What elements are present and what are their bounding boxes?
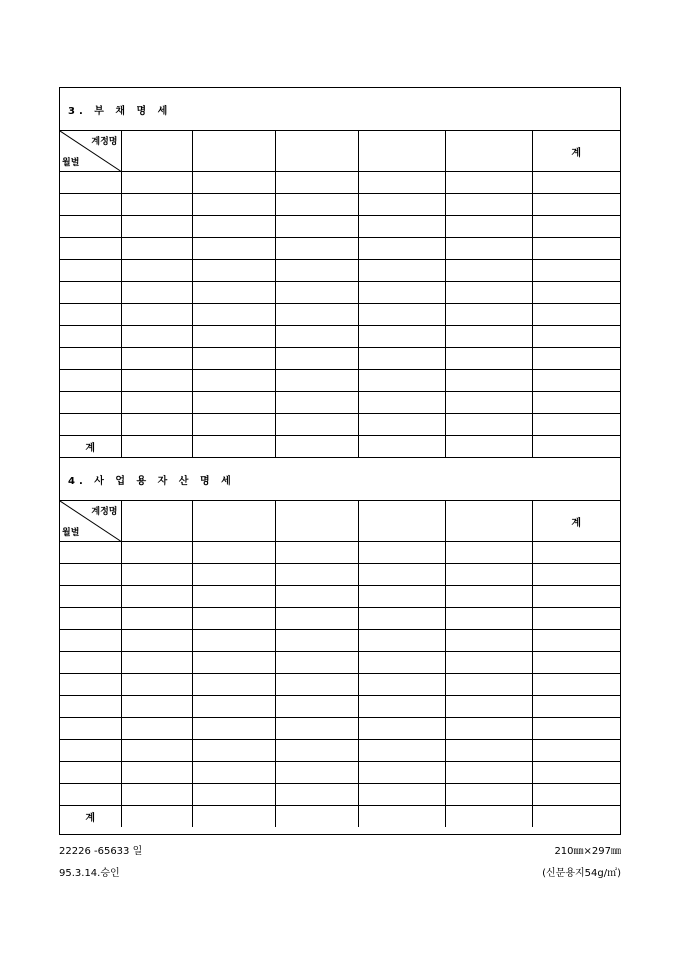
table-cell[interactable] (121, 784, 192, 806)
table-cell[interactable] (532, 260, 620, 282)
table-row (60, 630, 620, 652)
table-cell[interactable] (121, 194, 192, 216)
table-cell[interactable] (121, 414, 192, 436)
corner-account-label: 계정명 (91, 507, 118, 517)
table-cell[interactable] (532, 326, 620, 348)
table-cell[interactable] (532, 806, 620, 828)
corner-cell (60, 501, 121, 542)
table-cell[interactable] (192, 304, 275, 326)
table-cell[interactable] (358, 806, 445, 828)
table-cell[interactable] (192, 784, 275, 806)
account-header-cell[interactable] (192, 131, 275, 172)
table-cell[interactable] (445, 740, 532, 762)
table-cell[interactable] (532, 238, 620, 260)
table-cell[interactable] (275, 718, 358, 740)
table-cell[interactable] (358, 326, 445, 348)
account-header-cell[interactable] (275, 501, 358, 542)
table-row (60, 542, 620, 564)
table-cell[interactable] (192, 238, 275, 260)
assets-header-row (60, 501, 620, 542)
table-cell[interactable] (358, 696, 445, 718)
section-4-title: 4. 사 업 용 자 산 명 세 (60, 458, 620, 501)
account-header-cell[interactable] (121, 131, 192, 172)
table-row (60, 194, 620, 216)
table-cell[interactable] (358, 260, 445, 282)
table-cell[interactable] (192, 348, 275, 370)
table-cell[interactable] (445, 652, 532, 674)
table-cell[interactable] (121, 564, 192, 586)
table-cell[interactable] (192, 608, 275, 630)
table-cell[interactable] (275, 542, 358, 564)
month-cell[interactable] (60, 194, 121, 216)
table-cell[interactable] (192, 260, 275, 282)
table-cell[interactable] (358, 564, 445, 586)
table-cell[interactable] (445, 326, 532, 348)
table-cell[interactable] (445, 370, 532, 392)
table-cell[interactable] (275, 696, 358, 718)
table-cell[interactable] (532, 172, 620, 194)
month-cell[interactable] (60, 326, 121, 348)
table-cell[interactable] (358, 414, 445, 436)
table-cell[interactable] (358, 630, 445, 652)
table-cell[interactable] (192, 564, 275, 586)
month-cell[interactable] (60, 740, 121, 762)
month-cell[interactable] (60, 564, 121, 586)
table-cell[interactable] (445, 348, 532, 370)
table-cell[interactable] (275, 194, 358, 216)
table-cell[interactable] (121, 652, 192, 674)
table-row (60, 282, 620, 304)
table-cell[interactable] (121, 718, 192, 740)
table-cell[interactable] (532, 564, 620, 586)
table-row (60, 172, 620, 194)
table-cell[interactable] (358, 784, 445, 806)
table-cell[interactable] (532, 608, 620, 630)
month-cell[interactable] (60, 608, 121, 630)
month-cell[interactable] (60, 238, 121, 260)
table-cell[interactable] (358, 652, 445, 674)
table-row (60, 586, 620, 608)
table-cell[interactable] (121, 260, 192, 282)
table-cell[interactable] (358, 542, 445, 564)
liabilities-header-row (60, 131, 620, 172)
table-cell[interactable] (121, 586, 192, 608)
corner-month-label: 월별 (62, 158, 80, 168)
table-cell[interactable] (532, 762, 620, 784)
table-cell[interactable] (358, 216, 445, 238)
account-header-cell[interactable] (445, 131, 532, 172)
table-row (60, 260, 620, 282)
table-cell[interactable] (192, 586, 275, 608)
table-cell[interactable] (192, 718, 275, 740)
month-cell[interactable] (60, 784, 121, 806)
table-cell[interactable] (358, 674, 445, 696)
table-cell[interactable] (532, 304, 620, 326)
table-cell[interactable] (192, 326, 275, 348)
table-cell[interactable] (445, 414, 532, 436)
table-cell[interactable] (275, 674, 358, 696)
month-cell[interactable] (60, 260, 121, 282)
table-row (60, 674, 620, 696)
table-cell[interactable] (121, 216, 192, 238)
table-cell[interactable] (532, 414, 620, 436)
assets-total-row (60, 806, 620, 828)
table-cell[interactable] (121, 630, 192, 652)
table-cell[interactable] (358, 718, 445, 740)
table-cell[interactable] (358, 762, 445, 784)
table-cell[interactable] (445, 564, 532, 586)
table-cell[interactable] (121, 542, 192, 564)
table-cell[interactable] (121, 304, 192, 326)
table-cell[interactable] (532, 348, 620, 370)
table-cell[interactable] (445, 608, 532, 630)
section-3-title: 3. 부 채 명 세 (60, 88, 620, 131)
table-cell[interactable] (275, 172, 358, 194)
table-cell[interactable] (275, 282, 358, 304)
table-cell[interactable] (192, 542, 275, 564)
table-cell[interactable] (532, 718, 620, 740)
month-cell[interactable] (60, 282, 121, 304)
table-cell[interactable] (532, 282, 620, 304)
table-cell[interactable] (275, 806, 358, 828)
table-row (60, 238, 620, 260)
table-row (60, 414, 620, 436)
table-cell[interactable] (445, 260, 532, 282)
table-row (60, 370, 620, 392)
account-header-cell[interactable] (192, 501, 275, 542)
table-cell[interactable] (358, 282, 445, 304)
corner-cell (60, 131, 121, 172)
table-cell[interactable] (192, 740, 275, 762)
table-cell[interactable] (192, 414, 275, 436)
table-cell[interactable] (532, 674, 620, 696)
month-cell[interactable] (60, 348, 121, 370)
table-cell[interactable] (192, 806, 275, 828)
table-row (60, 608, 620, 630)
table-cell[interactable] (358, 172, 445, 194)
table-cell[interactable] (275, 326, 358, 348)
total-row-label: 계 (60, 436, 121, 458)
month-cell[interactable] (60, 762, 121, 784)
table-row (60, 392, 620, 414)
table-cell[interactable] (275, 586, 358, 608)
month-cell[interactable] (60, 696, 121, 718)
table-cell[interactable] (121, 348, 192, 370)
table-cell[interactable] (532, 652, 620, 674)
table-cell[interactable] (358, 740, 445, 762)
table-cell[interactable] (532, 630, 620, 652)
table-cell[interactable] (445, 194, 532, 216)
table-cell[interactable] (275, 436, 358, 458)
total-column-header: 계 (532, 501, 620, 542)
table-cell[interactable] (532, 392, 620, 414)
month-cell[interactable] (60, 652, 121, 674)
table-cell[interactable] (445, 304, 532, 326)
table-row (60, 304, 620, 326)
month-cell[interactable] (60, 586, 121, 608)
table-cell[interactable] (445, 542, 532, 564)
table-cell[interactable] (275, 630, 358, 652)
table-cell[interactable] (275, 414, 358, 436)
table-cell[interactable] (275, 348, 358, 370)
table-cell[interactable] (121, 172, 192, 194)
table-cell[interactable] (532, 370, 620, 392)
table-cell[interactable] (192, 282, 275, 304)
total-column-header: 계 (532, 131, 620, 172)
table-cell[interactable] (445, 784, 532, 806)
month-cell[interactable] (60, 414, 121, 436)
table-cell[interactable] (445, 806, 532, 828)
month-cell[interactable] (60, 542, 121, 564)
table-cell[interactable] (445, 630, 532, 652)
table-cell[interactable] (275, 216, 358, 238)
table-cell[interactable] (275, 370, 358, 392)
table-cell[interactable] (275, 238, 358, 260)
total-row-label: 계 (60, 806, 121, 828)
table-cell[interactable] (275, 260, 358, 282)
table-row (60, 762, 620, 784)
account-header-cell[interactable] (275, 131, 358, 172)
table-cell[interactable] (358, 370, 445, 392)
table-cell[interactable] (192, 370, 275, 392)
table-cell[interactable] (445, 436, 532, 458)
month-cell[interactable] (60, 630, 121, 652)
table-cell[interactable] (445, 718, 532, 740)
account-header-cell[interactable] (445, 501, 532, 542)
month-cell[interactable] (60, 370, 121, 392)
form-number: 22226 -65633 일 (59, 846, 143, 857)
table-cell[interactable] (121, 696, 192, 718)
table-cell[interactable] (445, 762, 532, 784)
paper-spec: (신문용지54g/㎡) (542, 868, 621, 879)
table-cell[interactable] (532, 216, 620, 238)
table-cell[interactable] (358, 348, 445, 370)
table-cell[interactable] (275, 740, 358, 762)
table-cell[interactable] (121, 392, 192, 414)
table-cell[interactable] (358, 586, 445, 608)
table-cell[interactable] (121, 282, 192, 304)
table-cell[interactable] (192, 696, 275, 718)
table-cell[interactable] (275, 762, 358, 784)
table-cell[interactable] (192, 392, 275, 414)
paper-size: 210㎜×297㎜ (554, 846, 621, 857)
table-cell[interactable] (358, 304, 445, 326)
table-row (60, 696, 620, 718)
table-cell[interactable] (532, 586, 620, 608)
table-cell[interactable] (358, 392, 445, 414)
account-header-cell[interactable] (358, 501, 445, 542)
table-cell[interactable] (532, 542, 620, 564)
liabilities-table (60, 88, 620, 827)
table-cell[interactable] (192, 652, 275, 674)
table-row (60, 718, 620, 740)
statement-form (59, 87, 621, 835)
table-cell[interactable] (275, 392, 358, 414)
table-cell[interactable] (532, 194, 620, 216)
table-cell[interactable] (358, 194, 445, 216)
table-cell[interactable] (445, 172, 532, 194)
table-cell[interactable] (532, 696, 620, 718)
table-cell[interactable] (358, 608, 445, 630)
table-cell[interactable] (445, 282, 532, 304)
table-cell[interactable] (445, 392, 532, 414)
table-cell[interactable] (445, 674, 532, 696)
table-cell[interactable] (121, 762, 192, 784)
table-cell[interactable] (445, 696, 532, 718)
table-row (60, 216, 620, 238)
table-cell[interactable] (121, 740, 192, 762)
table-cell[interactable] (275, 784, 358, 806)
table-row (60, 326, 620, 348)
table-cell[interactable] (358, 436, 445, 458)
table-cell[interactable] (192, 630, 275, 652)
table-cell[interactable] (275, 564, 358, 586)
table-cell[interactable] (445, 586, 532, 608)
month-cell[interactable] (60, 718, 121, 740)
table-cell[interactable] (275, 304, 358, 326)
month-cell[interactable] (60, 216, 121, 238)
month-cell[interactable] (60, 304, 121, 326)
table-cell[interactable] (121, 326, 192, 348)
account-header-cell[interactable] (121, 501, 192, 542)
account-header-cell[interactable] (358, 131, 445, 172)
table-cell[interactable] (192, 436, 275, 458)
table-row (60, 564, 620, 586)
table-cell[interactable] (532, 784, 620, 806)
month-cell[interactable] (60, 674, 121, 696)
table-row (60, 784, 620, 806)
month-cell[interactable] (60, 392, 121, 414)
table-cell[interactable] (121, 608, 192, 630)
table-row (60, 348, 620, 370)
table-row (60, 740, 620, 762)
corner-account-label: 계정명 (91, 137, 118, 147)
table-cell[interactable] (121, 674, 192, 696)
liabilities-total-row (60, 436, 620, 458)
table-cell[interactable] (121, 806, 192, 828)
table-cell[interactable] (445, 216, 532, 238)
table-cell[interactable] (121, 370, 192, 392)
table-cell[interactable] (121, 238, 192, 260)
table-cell[interactable] (275, 652, 358, 674)
approval-date: 95.3.14.승인 (59, 868, 120, 879)
table-cell[interactable] (532, 740, 620, 762)
table-cell[interactable] (192, 216, 275, 238)
table-cell[interactable] (532, 436, 620, 458)
table-row (60, 652, 620, 674)
table-cell[interactable] (445, 238, 532, 260)
table-cell[interactable] (358, 238, 445, 260)
table-cell[interactable] (192, 762, 275, 784)
table-cell[interactable] (192, 674, 275, 696)
table-cell[interactable] (121, 436, 192, 458)
corner-month-label: 월별 (62, 528, 80, 538)
table-cell[interactable] (192, 194, 275, 216)
month-cell[interactable] (60, 172, 121, 194)
table-cell[interactable] (275, 608, 358, 630)
table-cell[interactable] (192, 172, 275, 194)
